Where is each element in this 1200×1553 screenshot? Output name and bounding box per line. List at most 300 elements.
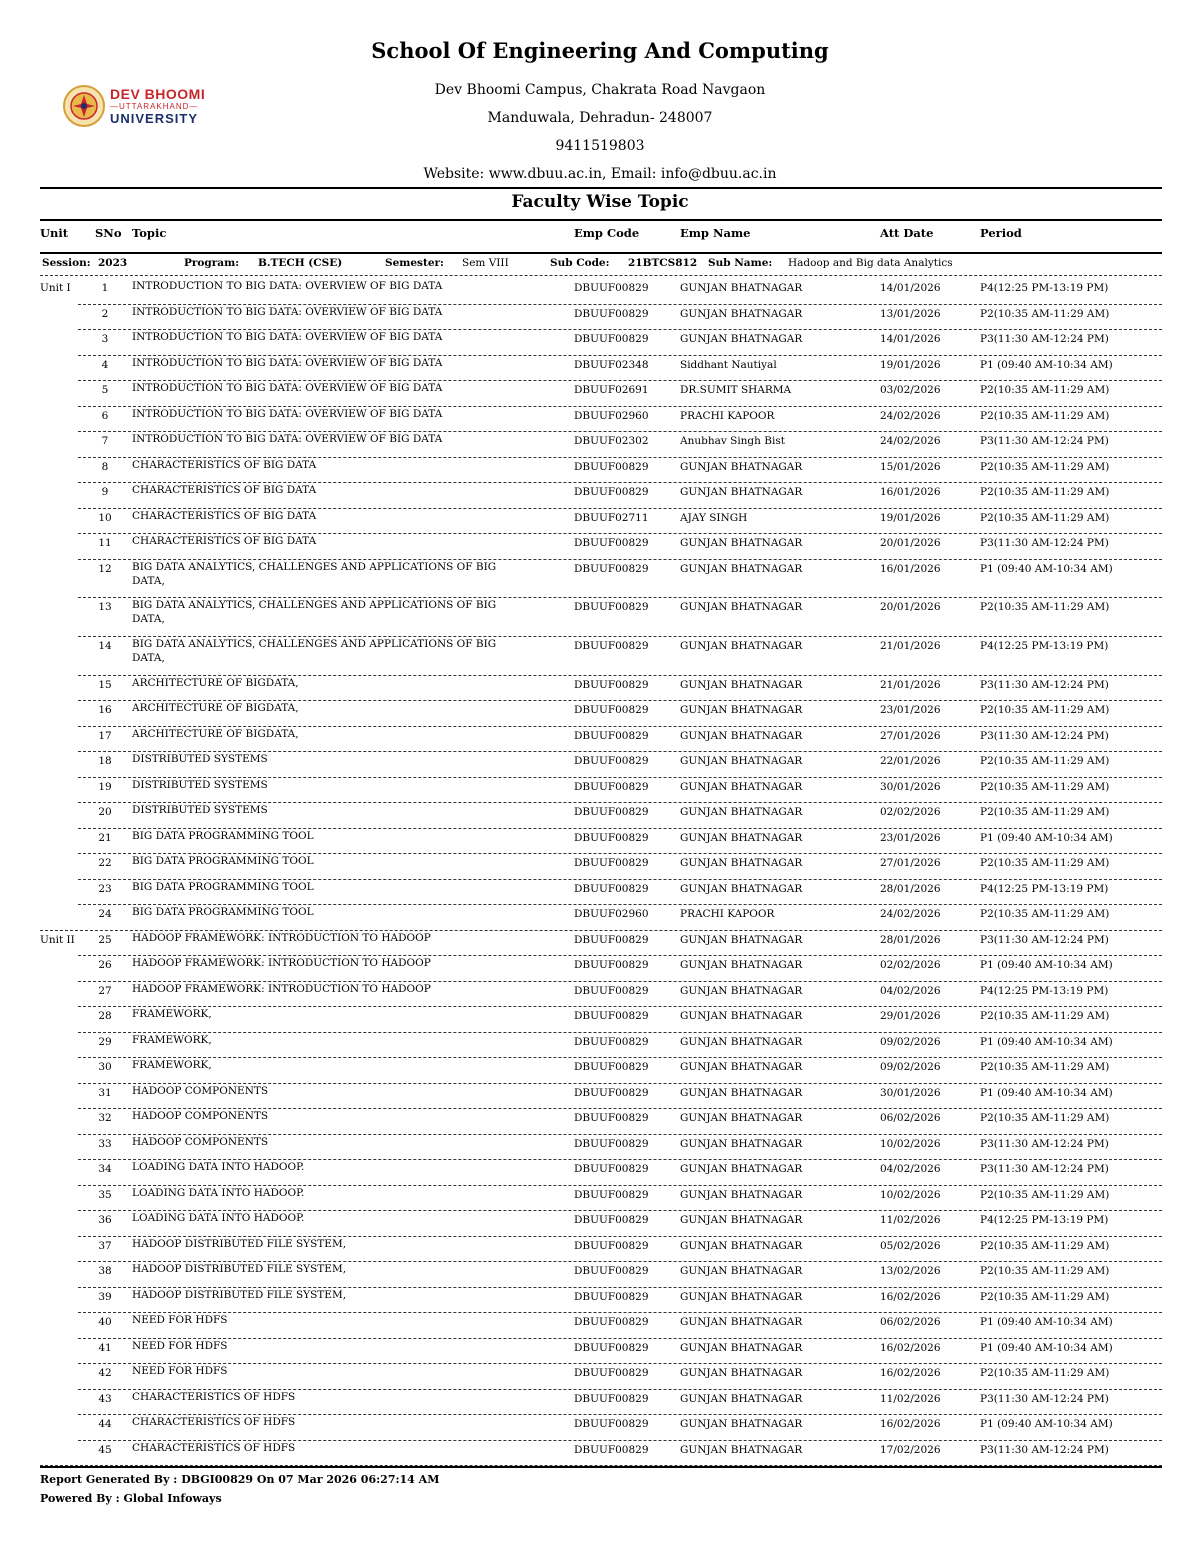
cell-emp-code: DBUUF00829 bbox=[574, 1443, 649, 1456]
cell-emp-code: DBUUF00829 bbox=[574, 831, 649, 844]
cell-emp-code: DBUUF00829 bbox=[574, 984, 649, 997]
cell-att-date: 24/02/2026 bbox=[880, 908, 941, 921]
cell-sno: 18 bbox=[98, 755, 112, 768]
table-row bbox=[40, 1109, 1162, 1135]
cell-emp-code: DBUUF00829 bbox=[574, 1035, 649, 1048]
cell-sno: 41 bbox=[98, 1341, 112, 1354]
cell-emp-name: GUNJAN BHATNAGAR bbox=[680, 1265, 803, 1278]
cell-sno: 17 bbox=[98, 729, 112, 742]
cell-period: P1 (09:40 AM-10:34 AM) bbox=[980, 959, 1113, 972]
cell-topic: DISTRIBUTED SYSTEMS bbox=[132, 753, 268, 766]
cell-att-date: 04/02/2026 bbox=[880, 984, 941, 997]
powered-by: Powered By : Global Infoways bbox=[40, 1492, 222, 1505]
cell-topic: BIG DATA ANALYTICS, CHALLENGES AND APPLICATIONS OF BIG DATA, bbox=[132, 638, 497, 665]
cell-att-date: 20/01/2026 bbox=[880, 601, 941, 614]
cell-sno: 5 bbox=[101, 384, 109, 396]
cell-topic: HADOOP FRAMEWORK: INTRODUCTION TO HADOOP bbox=[132, 982, 431, 995]
table-row bbox=[40, 432, 1162, 458]
table-row bbox=[40, 279, 1162, 305]
table-row bbox=[40, 1262, 1162, 1288]
cell-period: P2(10:35 AM-11:29 AM) bbox=[980, 1188, 1110, 1201]
cell-emp-code: DBUUF00829 bbox=[574, 1137, 649, 1150]
cell-emp-code: DBUUF00829 bbox=[574, 1086, 649, 1099]
cell-topic: BIG DATA ANALYTICS, CHALLENGES AND APPLICATIONS OF BIG DATA, bbox=[132, 599, 497, 626]
session-label: Session: bbox=[42, 257, 91, 269]
table-row bbox=[40, 1084, 1162, 1110]
cell-period: P3(11:30 AM-12:24 PM) bbox=[980, 1163, 1109, 1176]
cell-topic: LOADING DATA INTO HADOOP. bbox=[132, 1212, 305, 1225]
cell-emp-code: DBUUF00829 bbox=[574, 1239, 649, 1252]
cell-emp-name: GUNJAN BHATNAGAR bbox=[680, 882, 803, 895]
cell-period: P2(10:35 AM-11:29 AM) bbox=[980, 409, 1110, 422]
cell-sno: 44 bbox=[98, 1418, 112, 1431]
cell-att-date: 23/01/2026 bbox=[880, 704, 941, 717]
cell-emp-code: DBUUF00829 bbox=[574, 601, 649, 614]
cell-topic: BIG DATA PROGRAMMING TOOL bbox=[132, 829, 314, 842]
cell-period: P2(10:35 AM-11:29 AM) bbox=[980, 1265, 1110, 1278]
table-row bbox=[40, 1160, 1162, 1186]
cell-topic: HADOOP FRAMEWORK: INTRODUCTION TO HADOOP bbox=[132, 957, 431, 970]
cell-att-date: 29/01/2026 bbox=[880, 1010, 941, 1023]
cell-period: P2(10:35 AM-11:29 AM) bbox=[980, 511, 1110, 524]
table-row bbox=[40, 1415, 1162, 1441]
cell-emp-code: DBUUF00829 bbox=[574, 933, 649, 946]
cell-sno: 30 bbox=[98, 1061, 112, 1074]
cell-topic: ARCHITECTURE OF BIGDATA, bbox=[132, 727, 299, 740]
cell-sno: 7 bbox=[101, 435, 109, 447]
cell-emp-name: GUNJAN BHATNAGAR bbox=[680, 984, 803, 997]
table-row bbox=[40, 330, 1162, 356]
col-header-att-date: Att Date bbox=[880, 226, 934, 240]
cell-emp-code: DBUUF00829 bbox=[574, 282, 649, 294]
cell-sno: 27 bbox=[98, 984, 112, 997]
cell-emp-name: GUNJAN BHATNAGAR bbox=[680, 755, 803, 768]
cell-emp-code: DBUUF00829 bbox=[574, 678, 649, 691]
cell-att-date: 10/02/2026 bbox=[880, 1137, 941, 1150]
cell-sno: 8 bbox=[101, 460, 109, 473]
cell-topic: CHARACTERISTICS OF BIG DATA bbox=[132, 458, 317, 471]
cell-att-date: 06/02/2026 bbox=[880, 1316, 941, 1329]
cell-att-date: 11/02/2026 bbox=[880, 1392, 941, 1405]
cell-emp-code: DBUUF00829 bbox=[574, 704, 649, 717]
cell-topic: CHARACTERISTICS OF BIG DATA bbox=[132, 509, 317, 522]
table-row bbox=[40, 1058, 1162, 1084]
col-header-unit: Unit bbox=[40, 226, 69, 240]
cell-emp-code: DBUUF00829 bbox=[574, 1188, 649, 1201]
cell-att-date: 15/01/2026 bbox=[880, 460, 941, 473]
cell-emp-code: DBUUF02691 bbox=[574, 384, 649, 396]
cell-period: P3(11:30 AM-12:24 PM) bbox=[980, 537, 1109, 549]
cell-emp-code: DBUUF00829 bbox=[574, 729, 649, 742]
cell-topic: DISTRIBUTED SYSTEMS bbox=[132, 778, 268, 791]
cell-emp-name: GUNJAN BHATNAGAR bbox=[680, 601, 803, 614]
table-row bbox=[40, 305, 1162, 331]
program-value: B.TECH (CSE) bbox=[258, 257, 343, 269]
cell-topic: HADOOP COMPONENTS bbox=[132, 1110, 269, 1123]
cell-att-date: 17/02/2026 bbox=[880, 1443, 941, 1456]
table-row bbox=[40, 1007, 1162, 1033]
cell-att-date: 28/01/2026 bbox=[880, 933, 941, 946]
program-label: Program: bbox=[184, 257, 240, 269]
cell-emp-name: GUNJAN BHATNAGAR bbox=[680, 1239, 803, 1252]
cell-att-date: 23/01/2026 bbox=[880, 831, 941, 844]
cell-period: P3(11:30 AM-12:24 PM) bbox=[980, 729, 1109, 742]
cell-emp-name: GUNJAN BHATNAGAR bbox=[680, 857, 803, 870]
cell-period: P2(10:35 AM-11:29 AM) bbox=[980, 1112, 1110, 1125]
cell-emp-name: GUNJAN BHATNAGAR bbox=[680, 1290, 803, 1303]
col-header-emp-code: Emp Code bbox=[574, 226, 640, 240]
cell-att-date: 02/02/2026 bbox=[880, 806, 941, 819]
cell-unit: Unit I bbox=[40, 282, 71, 294]
cell-att-date: 09/02/2026 bbox=[880, 1035, 941, 1048]
cell-emp-code: DBUUF02302 bbox=[574, 435, 649, 447]
cell-sno: 4 bbox=[101, 358, 109, 371]
table-row bbox=[40, 778, 1162, 804]
table-row bbox=[40, 637, 1162, 676]
cell-emp-code: DBUUF00829 bbox=[574, 882, 649, 895]
cell-att-date: 27/01/2026 bbox=[880, 857, 941, 870]
cell-period: P2(10:35 AM-11:29 AM) bbox=[980, 1010, 1110, 1023]
cell-att-date: 20/01/2026 bbox=[880, 537, 941, 549]
cell-topic: HADOOP COMPONENTS bbox=[132, 1135, 269, 1148]
cell-emp-code: DBUUF00829 bbox=[574, 1341, 649, 1354]
cell-emp-name: GUNJAN BHATNAGAR bbox=[680, 1188, 803, 1201]
cell-emp-name: GUNJAN BHATNAGAR bbox=[680, 1010, 803, 1023]
cell-att-date: 16/02/2026 bbox=[880, 1290, 941, 1303]
cell-period: P4(12:25 PM-13:19 PM) bbox=[980, 882, 1109, 895]
cell-emp-code: DBUUF00829 bbox=[574, 1163, 649, 1176]
cell-topic: CHARACTERISTICS OF HDFS bbox=[132, 1416, 296, 1429]
table-row bbox=[40, 509, 1162, 535]
cell-sno: 13 bbox=[98, 601, 112, 614]
cell-period: P4(12:25 PM-13:19 PM) bbox=[980, 640, 1109, 653]
cell-period: P2(10:35 AM-11:29 AM) bbox=[980, 601, 1110, 614]
cell-att-date: 16/01/2026 bbox=[880, 562, 941, 575]
cell-sno: 19 bbox=[98, 780, 112, 793]
cell-emp-code: DBUUF00829 bbox=[574, 857, 649, 870]
table-row bbox=[40, 458, 1162, 484]
cell-att-date: 14/01/2026 bbox=[880, 282, 941, 294]
cell-emp-name: GUNJAN BHATNAGAR bbox=[680, 1061, 803, 1074]
cell-emp-code: DBUUF02711 bbox=[574, 511, 649, 524]
cell-period: P2(10:35 AM-11:29 AM) bbox=[980, 384, 1110, 396]
table-row bbox=[40, 1441, 1162, 1467]
cell-topic: CHARACTERISTICS OF HDFS bbox=[132, 1441, 296, 1454]
table-row bbox=[40, 381, 1162, 407]
report-generated-info: Report Generated By : DBGI00829 On 07 Mar 2026 06:27:14 AM bbox=[40, 1473, 440, 1486]
cell-topic: INTRODUCTION TO BIG DATA: OVERVIEW OF BIG DATA bbox=[132, 331, 443, 343]
cell-sno: 29 bbox=[98, 1035, 112, 1048]
cell-topic: BIG DATA PROGRAMMING TOOL bbox=[132, 880, 314, 893]
cell-att-date: 16/01/2026 bbox=[880, 486, 941, 498]
cell-topic: INTRODUCTION TO BIG DATA: OVERVIEW OF BIG DATA bbox=[132, 280, 443, 292]
cell-emp-code: DBUUF02960 bbox=[574, 908, 649, 921]
cell-period: P3(11:30 AM-12:24 PM) bbox=[980, 333, 1109, 345]
cell-period: P2(10:35 AM-11:29 AM) bbox=[980, 704, 1110, 717]
report-title: Faculty Wise Topic bbox=[511, 192, 689, 212]
session-value: 2023 bbox=[98, 257, 128, 269]
cell-sno: 2 bbox=[101, 307, 109, 320]
cell-att-date: 19/01/2026 bbox=[880, 358, 941, 371]
subcode-value: 21BTCS812 bbox=[628, 257, 698, 269]
cell-emp-name: GUNJAN BHATNAGAR bbox=[680, 678, 803, 691]
cell-emp-code: DBUUF00829 bbox=[574, 1392, 649, 1405]
table-row bbox=[40, 701, 1162, 727]
table-row bbox=[40, 560, 1162, 599]
table-row bbox=[40, 1033, 1162, 1059]
cell-topic: HADOOP DISTRIBUTED FILE SYSTEM, bbox=[132, 1263, 347, 1276]
cell-sno: 28 bbox=[98, 1010, 112, 1023]
table-row bbox=[40, 676, 1162, 702]
cell-period: P3(11:30 AM-12:24 PM) bbox=[980, 1443, 1109, 1456]
cell-att-date: 28/01/2026 bbox=[880, 882, 941, 895]
cell-sno: 22 bbox=[98, 857, 112, 870]
cell-period: P1 (09:40 AM-10:34 AM) bbox=[980, 1341, 1113, 1354]
subname-label: Sub Name: bbox=[708, 257, 773, 269]
cell-topic: HADOOP DISTRIBUTED FILE SYSTEM, bbox=[132, 1288, 347, 1301]
cell-topic: NEED FOR HDFS bbox=[132, 1365, 228, 1378]
cell-att-date: 21/01/2026 bbox=[880, 678, 941, 691]
cell-emp-name: GUNJAN BHATNAGAR bbox=[680, 1367, 803, 1380]
cell-sno: 11 bbox=[98, 537, 112, 549]
cell-sno: 12 bbox=[98, 562, 112, 575]
table-row bbox=[40, 598, 1162, 637]
cell-att-date: 06/02/2026 bbox=[880, 1112, 941, 1125]
cell-topic: NEED FOR HDFS bbox=[132, 1339, 228, 1352]
cell-att-date: 16/02/2026 bbox=[880, 1367, 941, 1380]
cell-sno: 9 bbox=[101, 486, 109, 498]
cell-emp-code: DBUUF00829 bbox=[574, 1010, 649, 1023]
col-header-period: Period bbox=[980, 226, 1022, 240]
cell-emp-code: DBUUF00829 bbox=[574, 640, 649, 653]
table-row bbox=[40, 982, 1162, 1008]
table-row bbox=[40, 1288, 1162, 1314]
cell-emp-name: GUNJAN BHATNAGAR bbox=[680, 460, 803, 473]
table-row bbox=[40, 1237, 1162, 1263]
cell-sno: 6 bbox=[101, 409, 109, 422]
cell-emp-name: GUNJAN BHATNAGAR bbox=[680, 959, 803, 972]
cell-period: P2(10:35 AM-11:29 AM) bbox=[980, 1239, 1110, 1252]
cell-att-date: 14/01/2026 bbox=[880, 333, 941, 345]
cell-topic: CHARACTERISTICS OF HDFS bbox=[132, 1390, 296, 1403]
school-name: School Of Engineering And Computing bbox=[371, 38, 829, 63]
cell-sno: 25 bbox=[98, 933, 112, 946]
logo-text-dev-bhoomi: DEV BHOOMI bbox=[110, 86, 206, 102]
cell-sno: 36 bbox=[98, 1214, 112, 1227]
cell-emp-code: DBUUF00829 bbox=[574, 1112, 649, 1125]
cell-period: P3(11:30 AM-12:24 PM) bbox=[980, 1392, 1109, 1405]
address-line-1: Dev Bhoomi Campus, Chakrata Road Navgaon bbox=[434, 82, 766, 98]
cell-emp-name: GUNJAN BHATNAGAR bbox=[680, 780, 803, 793]
table-row bbox=[40, 905, 1162, 931]
cell-sno: 42 bbox=[98, 1367, 112, 1380]
cell-emp-code: DBUUF00829 bbox=[574, 959, 649, 972]
table-row bbox=[40, 407, 1162, 433]
cell-period: P2(10:35 AM-11:29 AM) bbox=[980, 1061, 1110, 1074]
cell-period: P2(10:35 AM-11:29 AM) bbox=[980, 1367, 1110, 1380]
semester-value: Sem VIII bbox=[462, 257, 509, 269]
cell-sno: 3 bbox=[101, 333, 109, 345]
cell-emp-name: PRACHI KAPOOR bbox=[680, 908, 775, 921]
subname-value: Hadoop and Big data Analytics bbox=[788, 257, 953, 269]
cell-emp-name: GUNJAN BHATNAGAR bbox=[680, 1392, 803, 1405]
cell-emp-code: DBUUF00829 bbox=[574, 755, 649, 768]
table-row bbox=[40, 727, 1162, 753]
cell-emp-name: GUNJAN BHATNAGAR bbox=[680, 806, 803, 819]
cell-topic: HADOOP DISTRIBUTED FILE SYSTEM, bbox=[132, 1237, 347, 1250]
cell-topic: ARCHITECTURE OF BIGDATA, bbox=[132, 702, 299, 715]
cell-att-date: 16/02/2026 bbox=[880, 1418, 941, 1431]
cell-period: P4(12:25 PM-13:19 PM) bbox=[980, 282, 1109, 294]
cell-topic: INTRODUCTION TO BIG DATA: OVERVIEW OF BIG DATA bbox=[132, 407, 443, 420]
cell-emp-name: GUNJAN BHATNAGAR bbox=[680, 1214, 803, 1227]
table-row bbox=[40, 956, 1162, 982]
cell-period: P1 (09:40 AM-10:34 AM) bbox=[980, 358, 1113, 371]
cell-period: P1 (09:40 AM-10:34 AM) bbox=[980, 1035, 1113, 1048]
cell-att-date: 24/02/2026 bbox=[880, 409, 941, 422]
cell-period: P2(10:35 AM-11:29 AM) bbox=[980, 1290, 1110, 1303]
cell-period: P3(11:30 AM-12:24 PM) bbox=[980, 435, 1109, 447]
table-row bbox=[40, 880, 1162, 906]
cell-sno: 15 bbox=[98, 678, 112, 691]
cell-sno: 20 bbox=[98, 806, 112, 819]
cell-emp-code: DBUUF00829 bbox=[574, 1061, 649, 1074]
cell-emp-code: DBUUF00829 bbox=[574, 806, 649, 819]
cell-emp-code: DBUUF00829 bbox=[574, 537, 649, 549]
cell-topic: INTRODUCTION TO BIG DATA: OVERVIEW OF BIG DATA bbox=[132, 305, 443, 318]
cell-period: P2(10:35 AM-11:29 AM) bbox=[980, 908, 1110, 921]
cell-topic: FRAMEWORK, bbox=[132, 1033, 212, 1046]
cell-emp-code: DBUUF00829 bbox=[574, 333, 649, 345]
cell-emp-code: DBUUF00829 bbox=[574, 1418, 649, 1431]
cell-emp-name: GUNJAN BHATNAGAR bbox=[680, 307, 803, 320]
cell-emp-name: GUNJAN BHATNAGAR bbox=[680, 729, 803, 742]
cell-att-date: 16/02/2026 bbox=[880, 1341, 941, 1354]
cell-emp-code: DBUUF00829 bbox=[574, 486, 649, 498]
cell-emp-name: GUNJAN BHATNAGAR bbox=[680, 933, 803, 946]
table-row bbox=[40, 854, 1162, 880]
cell-att-date: 05/02/2026 bbox=[880, 1239, 941, 1252]
cell-topic: FRAMEWORK, bbox=[132, 1008, 212, 1021]
cell-emp-code: DBUUF00829 bbox=[574, 1214, 649, 1227]
cell-period: P1 (09:40 AM-10:34 AM) bbox=[980, 1086, 1113, 1099]
table-row bbox=[40, 1186, 1162, 1212]
cell-emp-name: GUNJAN BHATNAGAR bbox=[680, 1112, 803, 1125]
cell-emp-code: DBUUF00829 bbox=[574, 460, 649, 473]
cell-att-date: 10/02/2026 bbox=[880, 1188, 941, 1201]
cell-topic: DISTRIBUTED SYSTEMS bbox=[132, 804, 268, 817]
cell-emp-name: GUNJAN BHATNAGAR bbox=[680, 1341, 803, 1354]
cell-emp-name: GUNJAN BHATNAGAR bbox=[680, 1418, 803, 1431]
cell-emp-code: DBUUF02960 bbox=[574, 409, 649, 422]
table-row bbox=[40, 1313, 1162, 1339]
cell-emp-name: GUNJAN BHATNAGAR bbox=[680, 1163, 803, 1176]
cell-emp-name: DR.SUMIT SHARMA bbox=[680, 384, 792, 396]
table-row bbox=[40, 483, 1162, 509]
cell-sno: 10 bbox=[98, 511, 112, 524]
table-row bbox=[40, 1364, 1162, 1390]
cell-sno: 38 bbox=[98, 1265, 112, 1278]
cell-topic: NEED FOR HDFS bbox=[132, 1314, 228, 1327]
cell-emp-code: DBUUF00829 bbox=[574, 1265, 649, 1278]
table-row bbox=[40, 752, 1162, 778]
cell-emp-name: GUNJAN BHATNAGAR bbox=[680, 1086, 803, 1099]
cell-sno: 45 bbox=[98, 1443, 112, 1456]
cell-att-date: 09/02/2026 bbox=[880, 1061, 941, 1074]
cell-period: P4(12:25 PM-13:19 PM) bbox=[980, 984, 1109, 997]
cell-att-date: 30/01/2026 bbox=[880, 1086, 941, 1099]
cell-period: P2(10:35 AM-11:29 AM) bbox=[980, 806, 1110, 819]
cell-sno: 34 bbox=[98, 1163, 112, 1176]
logo-text-uttarakhand: —UTTARAKHAND— bbox=[110, 102, 199, 111]
table-row bbox=[40, 356, 1162, 382]
cell-emp-name: GUNJAN BHATNAGAR bbox=[680, 562, 803, 575]
cell-emp-name: AJAY SINGH bbox=[680, 511, 748, 524]
table-row bbox=[40, 803, 1162, 829]
logo-text-university: UNIVERSITY bbox=[110, 111, 199, 126]
cell-emp-name: GUNJAN BHATNAGAR bbox=[680, 486, 803, 498]
cell-period: P2(10:35 AM-11:29 AM) bbox=[980, 486, 1110, 498]
cell-att-date: 03/02/2026 bbox=[880, 384, 941, 396]
cell-att-date: 13/02/2026 bbox=[880, 1265, 941, 1278]
subcode-label: Sub Code: bbox=[550, 257, 610, 269]
table-row bbox=[40, 1390, 1162, 1416]
phone-number: 9411519803 bbox=[555, 138, 645, 154]
cell-period: P2(10:35 AM-11:29 AM) bbox=[980, 460, 1110, 473]
cell-att-date: 13/01/2026 bbox=[880, 307, 941, 320]
footer-divider bbox=[40, 1466, 1162, 1468]
cell-topic: BIG DATA PROGRAMMING TOOL bbox=[132, 855, 314, 868]
cell-period: P4(12:25 PM-13:19 PM) bbox=[980, 1214, 1109, 1227]
table-row bbox=[40, 1135, 1162, 1161]
cell-topic: HADOOP COMPONENTS bbox=[132, 1084, 269, 1097]
cell-sno: 16 bbox=[98, 704, 112, 717]
cell-sno: 1 bbox=[101, 282, 109, 294]
cell-emp-name: GUNJAN BHATNAGAR bbox=[680, 640, 803, 653]
cell-emp-name: GUNJAN BHATNAGAR bbox=[680, 704, 803, 717]
cell-emp-code: DBUUF02348 bbox=[574, 358, 649, 371]
cell-sno: 24 bbox=[98, 908, 112, 921]
cell-sno: 37 bbox=[98, 1239, 112, 1252]
cell-sno: 14 bbox=[98, 640, 112, 653]
cell-emp-code: DBUUF00829 bbox=[574, 562, 649, 575]
cell-unit: Unit II bbox=[40, 933, 75, 946]
cell-emp-name: Anubhav Singh Bist bbox=[680, 435, 785, 447]
cell-period: P1 (09:40 AM-10:34 AM) bbox=[980, 1418, 1113, 1431]
cell-topic: BIG DATA ANALYTICS, CHALLENGES AND APPLICATIONS OF BIG DATA, bbox=[132, 560, 497, 587]
cell-sno: 43 bbox=[98, 1392, 112, 1405]
cell-sno: 33 bbox=[98, 1137, 112, 1150]
cell-topic: FRAMEWORK, bbox=[132, 1059, 212, 1072]
cell-att-date: 19/01/2026 bbox=[880, 511, 941, 524]
cell-period: P1 (09:40 AM-10:34 AM) bbox=[980, 1316, 1113, 1329]
address-line-2: Manduwala, Dehradun- 248007 bbox=[487, 110, 713, 126]
cell-att-date: 11/02/2026 bbox=[880, 1214, 941, 1227]
cell-emp-code: DBUUF00829 bbox=[574, 307, 649, 320]
cell-period: P3(11:30 AM-12:24 PM) bbox=[980, 933, 1109, 946]
cell-period: P2(10:35 AM-11:29 AM) bbox=[980, 857, 1110, 870]
cell-att-date: 02/02/2026 bbox=[880, 959, 941, 972]
cell-att-date: 30/01/2026 bbox=[880, 780, 941, 793]
cell-period: P2(10:35 AM-11:29 AM) bbox=[980, 307, 1110, 320]
cell-att-date: 27/01/2026 bbox=[880, 729, 941, 742]
cell-emp-name: GUNJAN BHATNAGAR bbox=[680, 1137, 803, 1150]
cell-period: P1 (09:40 AM-10:34 AM) bbox=[980, 831, 1113, 844]
table-row bbox=[40, 931, 1162, 957]
cell-topic: ARCHITECTURE OF BIGDATA, bbox=[132, 676, 299, 689]
cell-topic: CHARACTERISTICS OF BIG DATA bbox=[132, 535, 317, 547]
cell-topic: BIG DATA PROGRAMMING TOOL bbox=[132, 906, 314, 919]
